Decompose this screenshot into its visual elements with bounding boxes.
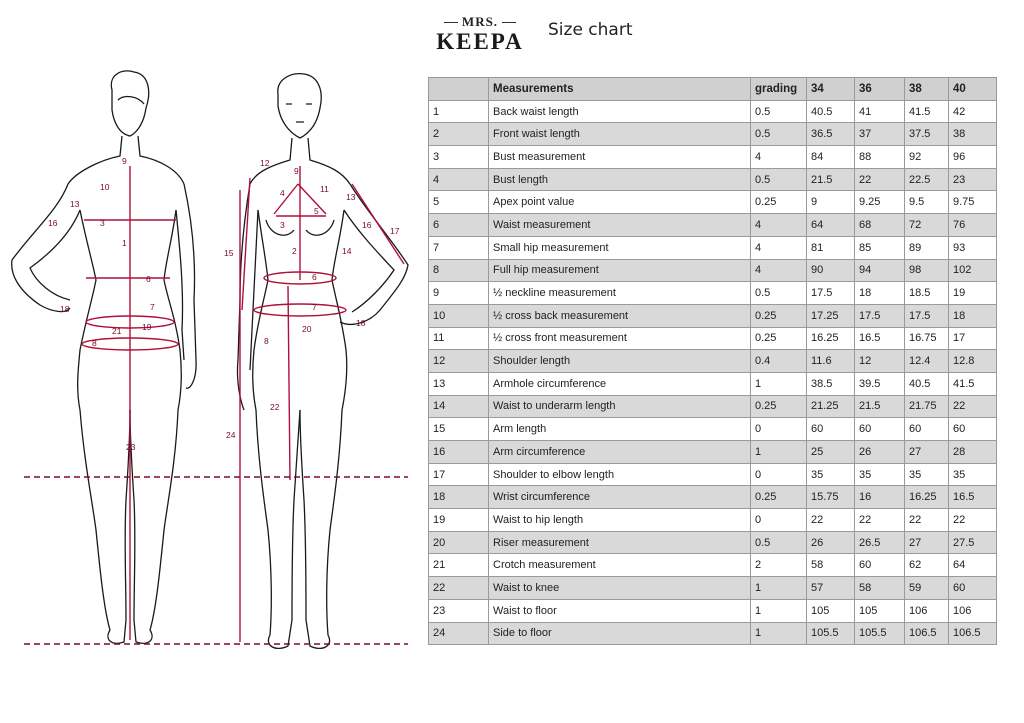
- table-cell: 16: [429, 441, 489, 464]
- table-cell: Armhole circumference: [489, 372, 751, 395]
- table-cell: 27: [905, 531, 949, 554]
- table-cell: 85: [855, 236, 905, 259]
- brand-line2: KEEPA: [436, 29, 524, 54]
- table-cell: 0.25: [751, 486, 807, 509]
- table-cell: Back waist length: [489, 100, 751, 123]
- table-cell: 106: [949, 599, 997, 622]
- table-cell: 98: [905, 259, 949, 282]
- table-cell: 11: [429, 327, 489, 350]
- table-cell: 0.5: [751, 100, 807, 123]
- front-label: 8: [264, 336, 269, 346]
- front-label: 6: [312, 272, 317, 282]
- table-cell: 22: [949, 509, 997, 532]
- table-cell: 0.5: [751, 531, 807, 554]
- table-cell: 84: [807, 146, 855, 169]
- front-label: 18: [356, 318, 366, 328]
- back-label: 10: [100, 182, 110, 192]
- table-cell: 64: [949, 554, 997, 577]
- table-cell: 89: [905, 236, 949, 259]
- table-cell: 105.5: [855, 622, 905, 645]
- table-cell: 0.5: [751, 123, 807, 146]
- table-cell: 16.75: [905, 327, 949, 350]
- back-label: 23: [126, 442, 136, 452]
- table-cell: 4: [751, 259, 807, 282]
- table-cell: 9: [807, 191, 855, 214]
- table-cell: 17: [429, 463, 489, 486]
- table-cell: 96: [949, 146, 997, 169]
- body-figures: [0, 60, 430, 670]
- table-cell: 16.5: [855, 327, 905, 350]
- table-cell: 12.4: [905, 350, 949, 373]
- table-cell: 26: [855, 441, 905, 464]
- page-title: Size chart: [548, 20, 633, 40]
- table-cell: 16.25: [905, 486, 949, 509]
- front-label: 15: [224, 248, 234, 258]
- back-label: 3: [100, 218, 105, 228]
- front-label: 4: [280, 188, 285, 198]
- table-cell: 6: [429, 214, 489, 237]
- table-cell: ½ neckline measurement: [489, 282, 751, 305]
- table-cell: 42: [949, 100, 997, 123]
- back-label: 19: [142, 322, 152, 332]
- table-cell: 22: [905, 509, 949, 532]
- table-cell: 14: [429, 395, 489, 418]
- table-cell: 9.25: [855, 191, 905, 214]
- table-cell: 18: [429, 486, 489, 509]
- table-cell: Arm length: [489, 418, 751, 441]
- table-cell: 58: [855, 577, 905, 600]
- table-row: [429, 214, 997, 237]
- table-cell: 10: [429, 304, 489, 327]
- table-cell: 18: [855, 282, 905, 305]
- table-cell: 27.5: [949, 531, 997, 554]
- table-cell: 0.25: [751, 327, 807, 350]
- table-cell: 23: [949, 168, 997, 191]
- table-row: [429, 236, 997, 259]
- table-cell: 23: [429, 599, 489, 622]
- table-cell: 19: [949, 282, 997, 305]
- table-cell: 35: [949, 463, 997, 486]
- table-cell: 59: [905, 577, 949, 600]
- back-label: 8: [92, 338, 97, 348]
- table-cell: 12: [429, 350, 489, 373]
- front-label: 11: [320, 184, 329, 194]
- table-cell: 28: [949, 441, 997, 464]
- table-cell: Full hip measurement: [489, 259, 751, 282]
- table-row: [429, 259, 997, 282]
- table-cell: 90: [807, 259, 855, 282]
- table-cell: Waist measurement: [489, 214, 751, 237]
- table-row: [429, 554, 997, 577]
- table-cell: 12: [855, 350, 905, 373]
- size-table: [428, 77, 997, 645]
- table-cell: 1: [751, 577, 807, 600]
- table-cell: 17.5: [855, 304, 905, 327]
- table-cell: 20: [429, 531, 489, 554]
- table-row: [429, 418, 997, 441]
- table-row: [429, 599, 997, 622]
- front-label: 2: [292, 246, 297, 256]
- table-cell: 7: [429, 236, 489, 259]
- back-label: 7: [150, 302, 155, 312]
- table-cell: Arm circumference: [489, 441, 751, 464]
- brand-logo: [436, 14, 524, 58]
- back-label: 9: [122, 156, 127, 166]
- table-cell: 1: [751, 599, 807, 622]
- table-cell: 15: [429, 418, 489, 441]
- table-cell: 40.5: [905, 372, 949, 395]
- table-row: [429, 577, 997, 600]
- table-row: [429, 372, 997, 395]
- table-cell: 1: [751, 441, 807, 464]
- table-cell: 0.5: [751, 168, 807, 191]
- table-row: [429, 486, 997, 509]
- table-row: [429, 327, 997, 350]
- table-cell: 3: [429, 146, 489, 169]
- table-cell: 106: [905, 599, 949, 622]
- table-cell: Front waist length: [489, 123, 751, 146]
- table-row: [429, 509, 997, 532]
- table-cell: Wrist circumference: [489, 486, 751, 509]
- table-cell: 21.75: [905, 395, 949, 418]
- table-row: [429, 146, 997, 169]
- front-label: 5: [314, 206, 319, 216]
- table-cell: 4: [751, 146, 807, 169]
- table-cell: Crotch measurement: [489, 554, 751, 577]
- table-cell: 2: [751, 554, 807, 577]
- table-cell: 0: [751, 463, 807, 486]
- table-cell: 105: [807, 599, 855, 622]
- table-cell: 4: [429, 168, 489, 191]
- front-label: 14: [342, 246, 352, 256]
- table-cell: 21.25: [807, 395, 855, 418]
- table-row: [429, 622, 997, 645]
- table-cell: 92: [905, 146, 949, 169]
- table-cell: Bust length: [489, 168, 751, 191]
- front-label: 22: [270, 402, 280, 412]
- table-cell: 0.25: [751, 304, 807, 327]
- table-cell: 22: [429, 577, 489, 600]
- front-label: 17: [390, 226, 400, 236]
- table-cell: 60: [807, 418, 855, 441]
- column-header: 40: [949, 78, 997, 101]
- table-cell: 35: [807, 463, 855, 486]
- table-cell: 88: [855, 146, 905, 169]
- brand-line1: MRS.: [436, 14, 524, 30]
- table-cell: 26: [807, 531, 855, 554]
- table-cell: 37: [855, 123, 905, 146]
- table-cell: Waist to floor: [489, 599, 751, 622]
- table-cell: 41: [855, 100, 905, 123]
- front-label: 9: [294, 166, 299, 176]
- table-cell: Riser measurement: [489, 531, 751, 554]
- table-cell: 26.5: [855, 531, 905, 554]
- back-label: 16: [48, 218, 58, 228]
- table-row: [429, 123, 997, 146]
- table-cell: 18.5: [905, 282, 949, 305]
- table-cell: 22: [807, 509, 855, 532]
- column-header: [429, 78, 489, 101]
- table-cell: 11.6: [807, 350, 855, 373]
- table-cell: 94: [855, 259, 905, 282]
- table-cell: 18: [949, 304, 997, 327]
- table-cell: Shoulder length: [489, 350, 751, 373]
- front-label: 12: [260, 158, 270, 168]
- table-cell: 16: [855, 486, 905, 509]
- table-cell: 0.4: [751, 350, 807, 373]
- back-label: 6: [146, 274, 151, 284]
- table-cell: 0.25: [751, 395, 807, 418]
- table-cell: 17.5: [905, 304, 949, 327]
- table-cell: 38.5: [807, 372, 855, 395]
- table-cell: 27: [905, 441, 949, 464]
- table-header-row: [429, 78, 997, 101]
- table-cell: 9: [429, 282, 489, 305]
- front-label: 20: [302, 324, 312, 334]
- front-label: 16: [362, 220, 372, 230]
- table-cell: 9.75: [949, 191, 997, 214]
- table-cell: 22.5: [905, 168, 949, 191]
- column-header: 36: [855, 78, 905, 101]
- table-cell: 0.5: [751, 282, 807, 305]
- back-label: 21: [112, 326, 122, 336]
- table-cell: 35: [855, 463, 905, 486]
- figure-back: [12, 71, 196, 643]
- table-cell: 60: [905, 418, 949, 441]
- table-cell: 21.5: [855, 395, 905, 418]
- table-cell: 106.5: [949, 622, 997, 645]
- table-row: [429, 531, 997, 554]
- table-cell: 25: [807, 441, 855, 464]
- table-row: [429, 168, 997, 191]
- table-cell: 22: [855, 168, 905, 191]
- table-cell: 76: [949, 214, 997, 237]
- table-cell: 0.25: [751, 191, 807, 214]
- table-cell: 0: [751, 418, 807, 441]
- table-cell: 35: [905, 463, 949, 486]
- column-header: grading: [751, 78, 807, 101]
- table-cell: 40.5: [807, 100, 855, 123]
- table-cell: 5: [429, 191, 489, 214]
- table-cell: 22: [949, 395, 997, 418]
- table-cell: 58: [807, 554, 855, 577]
- table-cell: 105: [855, 599, 905, 622]
- table-row: [429, 395, 997, 418]
- column-header: Measurements: [489, 78, 751, 101]
- table-cell: 1: [429, 100, 489, 123]
- table-cell: 1: [751, 622, 807, 645]
- table-cell: 41.5: [905, 100, 949, 123]
- table-row: [429, 304, 997, 327]
- front-label: 3: [280, 220, 285, 230]
- table-cell: 105.5: [807, 622, 855, 645]
- table-cell: Small hip measurement: [489, 236, 751, 259]
- table-cell: 21: [429, 554, 489, 577]
- table-cell: ½ cross back measurement: [489, 304, 751, 327]
- table-cell: 16.5: [949, 486, 997, 509]
- table-cell: 4: [751, 236, 807, 259]
- table-cell: 22: [855, 509, 905, 532]
- table-cell: 17.25: [807, 304, 855, 327]
- table-cell: 41.5: [949, 372, 997, 395]
- table-row: [429, 100, 997, 123]
- table-cell: 72: [905, 214, 949, 237]
- table-cell: 37.5: [905, 123, 949, 146]
- table-row: [429, 282, 997, 305]
- table-cell: Shoulder to elbow length: [489, 463, 751, 486]
- back-label: 1: [122, 238, 127, 248]
- table-cell: Waist to hip length: [489, 509, 751, 532]
- table-cell: 17: [949, 327, 997, 350]
- table-cell: 81: [807, 236, 855, 259]
- table-cell: 12.8: [949, 350, 997, 373]
- table-cell: 102: [949, 259, 997, 282]
- table-cell: 24: [429, 622, 489, 645]
- table-cell: 39.5: [855, 372, 905, 395]
- table-body: [429, 100, 997, 645]
- measurement-labels: [48, 156, 400, 452]
- table-cell: 38: [949, 123, 997, 146]
- table-row: [429, 463, 997, 486]
- table-cell: 36.5: [807, 123, 855, 146]
- table-cell: 21.5: [807, 168, 855, 191]
- table-row: [429, 191, 997, 214]
- table-cell: 68: [855, 214, 905, 237]
- table-cell: 93: [949, 236, 997, 259]
- table-cell: 62: [905, 554, 949, 577]
- front-label: 24: [226, 430, 236, 440]
- table-cell: 60: [855, 554, 905, 577]
- back-label: 13: [70, 199, 80, 209]
- table-cell: 0: [751, 509, 807, 532]
- floor-guides: [24, 477, 408, 644]
- back-label: 18: [60, 304, 70, 314]
- table-cell: 4: [751, 214, 807, 237]
- front-label: 7: [312, 302, 317, 312]
- table-cell: 19: [429, 509, 489, 532]
- table-cell: 60: [855, 418, 905, 441]
- table-cell: 15.75: [807, 486, 855, 509]
- table-cell: ½ cross front measurement: [489, 327, 751, 350]
- table-cell: 64: [807, 214, 855, 237]
- table-cell: Waist to knee: [489, 577, 751, 600]
- table-cell: 57: [807, 577, 855, 600]
- table-cell: 13: [429, 372, 489, 395]
- column-header: 38: [905, 78, 949, 101]
- table-cell: Bust measurement: [489, 146, 751, 169]
- table-cell: 60: [949, 418, 997, 441]
- column-header: 34: [807, 78, 855, 101]
- table-cell: 9.5: [905, 191, 949, 214]
- table-cell: 17.5: [807, 282, 855, 305]
- table-cell: 16.25: [807, 327, 855, 350]
- table-row: [429, 350, 997, 373]
- table-row: [429, 441, 997, 464]
- table-cell: Waist to underarm length: [489, 395, 751, 418]
- table-cell: Apex point value: [489, 191, 751, 214]
- table-cell: 60: [949, 577, 997, 600]
- table-cell: 1: [751, 372, 807, 395]
- table-cell: 8: [429, 259, 489, 282]
- table-cell: 106.5: [905, 622, 949, 645]
- table-cell: Side to floor: [489, 622, 751, 645]
- table-cell: 2: [429, 123, 489, 146]
- front-label: 13: [346, 192, 356, 202]
